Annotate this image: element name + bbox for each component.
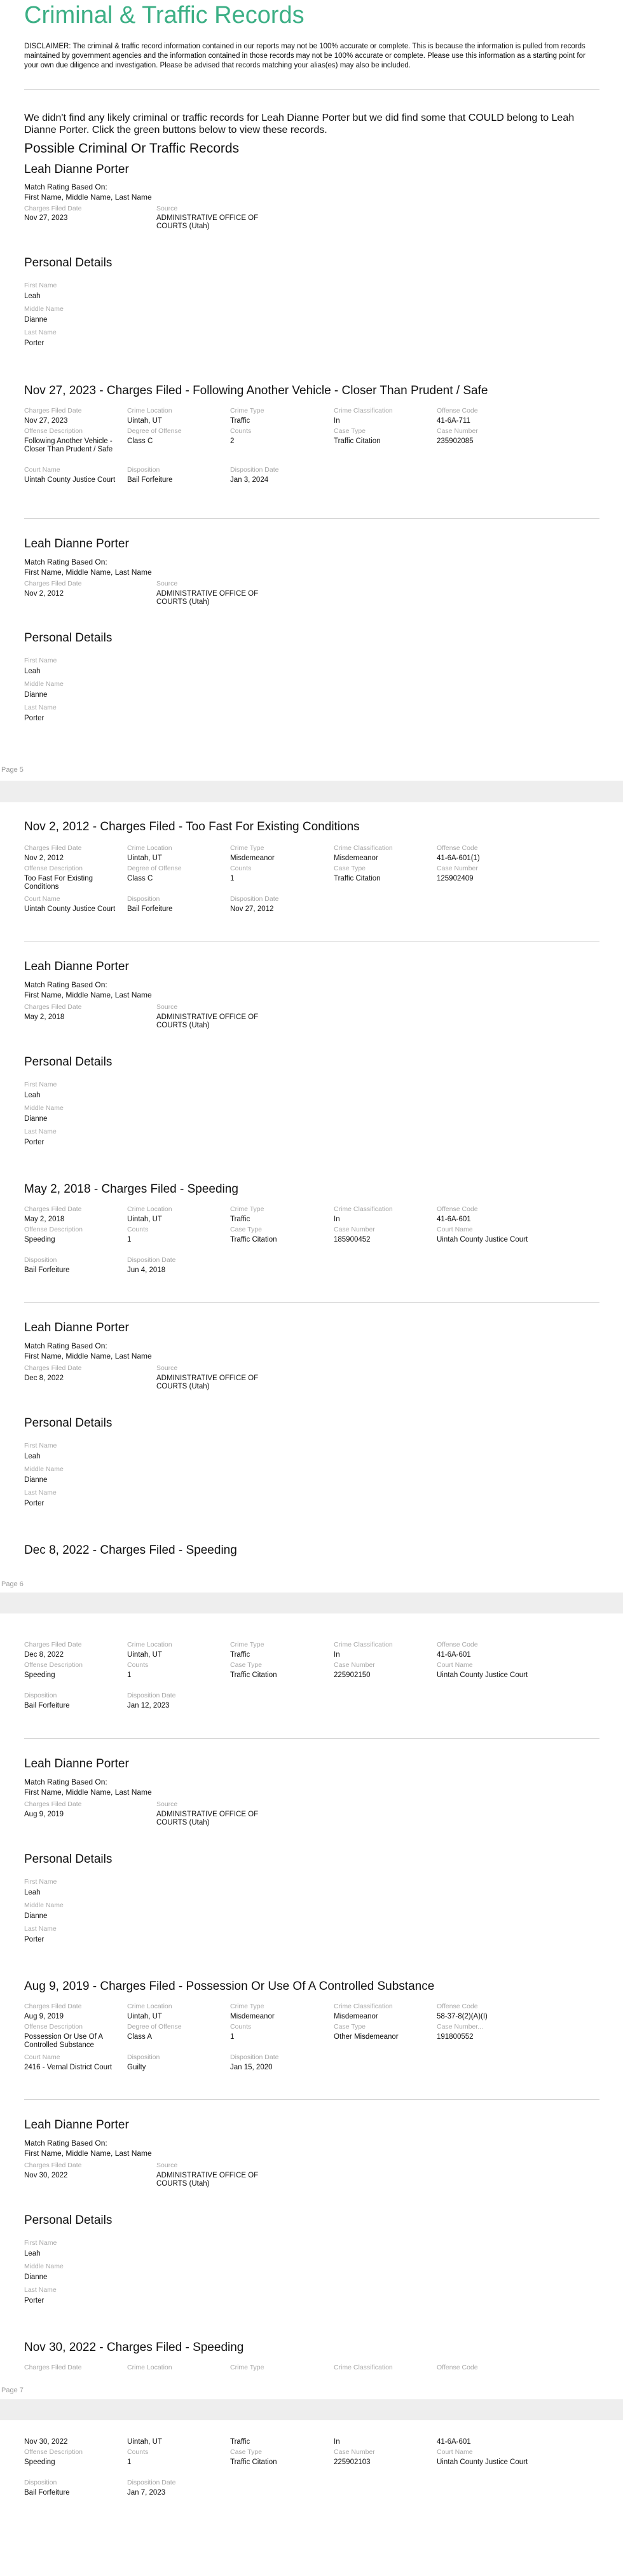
crime-classification-value: In xyxy=(334,1651,340,1659)
person-name: Leah Dianne Porter xyxy=(24,1321,129,1334)
report-page-8 xyxy=(0,2420,623,2576)
last-name-label: Last Name xyxy=(24,2286,57,2294)
counts-value: 2 xyxy=(230,437,235,445)
offense-code-label: Offense Code xyxy=(437,1641,478,1648)
offense-code-label: Offense Code xyxy=(437,2364,478,2371)
case-type-value: Traffic Citation xyxy=(230,1671,277,1679)
case-number-label: Case Number xyxy=(437,427,478,435)
crime-classification-label: Crime Classification xyxy=(334,1641,393,1648)
page-number: Page 7 xyxy=(1,2387,24,2394)
case-number-label: Case Number xyxy=(437,865,478,872)
last-name-value: Porter xyxy=(24,715,44,722)
charges-filed-date-value: Nov 2, 2012 xyxy=(24,854,64,862)
last-name-value: Porter xyxy=(24,1936,44,1943)
divider xyxy=(24,89,599,90)
offense-description-label: Offense Description xyxy=(24,427,83,435)
court-name-label: Court Name xyxy=(437,1661,473,1669)
charges-filed-date-label: Charges Filed Date xyxy=(24,1364,82,1372)
source-label: Source xyxy=(156,1003,178,1011)
first-name-value: Leah xyxy=(24,292,41,300)
case-number-value: 235902085 xyxy=(437,437,474,445)
charges-filed-date-value: Aug 9, 2019 xyxy=(24,2013,64,2020)
offense-description-label: Offense Description xyxy=(24,2023,83,2031)
disposition-label: Disposition xyxy=(24,1692,57,1699)
divider xyxy=(24,1738,599,1739)
counts-label: Counts xyxy=(230,865,252,872)
match-rating-basis: First Name, Middle Name, Last Name xyxy=(24,1352,152,1360)
degree-of-offense-label: Degree of Offense xyxy=(127,865,182,872)
intro-text: We didn't find any likely criminal or traffic records for Leah Dianne Porter but we did find some that COULD belong to Leah Dianne Porter. Click the green buttons below to view these records. xyxy=(24,113,575,135)
court-name-value: Uintah County Justice Court xyxy=(24,905,116,913)
match-rating-label: Match Rating Based On: xyxy=(24,1341,107,1350)
person-name: Leah Dianne Porter xyxy=(24,163,129,176)
crime-location-value: Uintah, UT xyxy=(127,1651,162,1659)
offense-code-value: 41-6A-711 xyxy=(437,417,470,425)
case-number-value: 191800552 xyxy=(437,2033,474,2041)
case-type-label: Case Type xyxy=(334,2023,366,2031)
charges-filed-date-value: Dec 8, 2022 xyxy=(24,1374,64,1382)
match-rating-label: Match Rating Based On: xyxy=(24,558,107,566)
charges-filed-date-label: Charges Filed Date xyxy=(24,580,82,587)
crime-type-value: Traffic xyxy=(230,1651,250,1659)
last-name-label: Last Name xyxy=(24,704,57,711)
disposition-date-label: Disposition Date xyxy=(230,2053,279,2061)
crime-type-value: Misdemeanor xyxy=(230,2013,275,2020)
middle-name-value: Dianne xyxy=(24,691,48,699)
source-value: ADMINISTRATIVE OFFICE OF COURTS (Utah) xyxy=(156,2172,259,2188)
crime-location-value: Uintah, UT xyxy=(127,1216,162,1223)
charge-heading: Nov 27, 2023 - Charges Filed - Following Another Vehicle - Closer Than Prudent / Safe xyxy=(24,384,488,397)
personal-details-heading: Personal Details xyxy=(24,2214,113,2227)
counts-value: 1 xyxy=(127,1671,132,1679)
source-label: Source xyxy=(156,1364,178,1372)
charges-filed-date-value: May 2, 2018 xyxy=(24,1216,65,1223)
court-name-label: Court Name xyxy=(24,895,60,903)
source-value: ADMINISTRATIVE OFFICE OF COURTS (Utah) xyxy=(156,1013,259,1029)
last-name-label: Last Name xyxy=(24,1489,57,1497)
match-rating-basis: First Name, Middle Name, Last Name xyxy=(24,1788,152,1797)
disposition-date-value: Jan 3, 2024 xyxy=(230,476,269,484)
page-number: Page 5 xyxy=(1,766,24,774)
divider xyxy=(24,518,599,519)
case-number-label: Case Number xyxy=(334,1661,375,1669)
counts-label: Counts xyxy=(127,2448,149,2456)
court-name-label: Court Name xyxy=(437,1226,473,1233)
divider xyxy=(24,941,599,942)
personal-details-heading: Personal Details xyxy=(24,631,113,645)
first-name-label: First Name xyxy=(24,2239,57,2247)
person-name: Leah Dianne Porter xyxy=(24,2118,129,2132)
disposition-date-label: Disposition Date xyxy=(230,895,279,903)
counts-label: Counts xyxy=(127,1661,149,1669)
case-number-value: 225902103 xyxy=(334,2458,371,2466)
page-number: Page 6 xyxy=(1,1580,24,1588)
case-number-value: 185900452 xyxy=(334,1236,371,1243)
first-name-label: First Name xyxy=(24,282,57,289)
disposition-date-label: Disposition Date xyxy=(230,466,279,474)
last-name-label: Last Name xyxy=(24,329,57,336)
source-value: ADMINISTRATIVE OFFICE OF COURTS (Utah) xyxy=(156,1811,259,1826)
charge-heading: Nov 2, 2012 - Charges Filed - Too Fast For Existing Conditions xyxy=(24,820,360,833)
case-number-label: Case Number xyxy=(334,1226,375,1233)
counts-value: 1 xyxy=(127,1236,132,1243)
source-value: ADMINISTRATIVE OFFICE OF COURTS (Utah) xyxy=(156,590,259,606)
personal-details-heading: Personal Details xyxy=(24,1055,113,1069)
divider xyxy=(24,2099,599,2100)
first-name-value: Leah xyxy=(24,668,41,675)
disposition-date-label: Disposition Date xyxy=(127,1692,176,1699)
charges-filed-date-label: Charges Filed Date xyxy=(24,2364,82,2371)
crime-type-label: Crime Type xyxy=(230,407,264,414)
court-name-label: Court Name xyxy=(24,466,60,474)
offense-description-value: Speeding xyxy=(24,2458,55,2466)
court-name-value: Uintah County Justice Court xyxy=(437,1671,528,1679)
disposition-value: Bail Forfeiture xyxy=(127,905,173,913)
crime-type-label: Crime Type xyxy=(230,2364,264,2371)
match-rating-label: Match Rating Based On: xyxy=(24,1778,107,1786)
crime-classification-value: Misdemeanor xyxy=(334,854,378,862)
charge-heading: Nov 30, 2022 - Charges Filed - Speeding xyxy=(24,2341,244,2354)
charges-filed-date-label: Charges Filed Date xyxy=(24,1641,82,1648)
middle-name-value: Dianne xyxy=(24,2273,48,2281)
court-name-label: Court Name xyxy=(24,2053,60,2061)
personal-details-heading: Personal Details xyxy=(24,256,113,270)
crime-type-label: Crime Type xyxy=(230,844,264,852)
middle-name-label: Middle Name xyxy=(24,2263,64,2270)
charges-filed-date-label: Charges Filed Date xyxy=(24,205,82,212)
last-name-label: Last Name xyxy=(24,1925,57,1933)
case-type-label: Case Type xyxy=(334,427,366,435)
case-number-label: Case Number xyxy=(334,2448,375,2456)
middle-name-value: Dianne xyxy=(24,1912,48,1920)
match-rating-label: Match Rating Based On: xyxy=(24,182,107,191)
crime-location-label: Crime Location xyxy=(127,2364,172,2371)
crime-type-value: Traffic xyxy=(230,2438,250,2446)
disclaimer-text: DISCLAIMER: The criminal & traffic record information contained in our reports may not be 100% accurate or complete. This is because the information is pulled from records maintained by government agencies and the information contained in those records may not be 100% accurate or complete. Please use this information as a starting point for your own due diligence and investigation. Please be advised that records matching your alias(es) may also be included. xyxy=(24,43,585,69)
court-name-label: Court Name xyxy=(437,2448,473,2456)
match-rating-basis: First Name, Middle Name, Last Name xyxy=(24,2149,152,2158)
crime-type-value: Traffic xyxy=(230,1216,250,1223)
person-name: Leah Dianne Porter xyxy=(24,537,129,551)
degree-of-offense-value: Class C xyxy=(127,875,153,882)
charges-filed-date-label: Charges Filed Date xyxy=(24,2162,82,2169)
degree-of-offense-value: Class A xyxy=(127,2033,152,2041)
counts-value: 1 xyxy=(127,2458,132,2466)
charges-filed-date-value: Nov 2, 2012 xyxy=(24,590,64,598)
counts-value: 1 xyxy=(230,2033,235,2041)
report-page-6 xyxy=(0,802,623,1593)
report-page-7 xyxy=(0,1613,623,2399)
crime-location-value: Uintah, UT xyxy=(127,854,162,862)
disposition-value: Guilty xyxy=(127,2064,146,2071)
divider xyxy=(24,1302,599,1303)
possible-records-heading: Possible Criminal Or Traffic Records xyxy=(24,141,240,156)
charges-filed-date-label: Charges Filed Date xyxy=(24,407,82,414)
disposition-date-label: Disposition Date xyxy=(127,1256,176,1264)
case-type-label: Case Type xyxy=(230,1661,263,1669)
crime-location-label: Crime Location xyxy=(127,844,172,852)
disposition-label: Disposition xyxy=(24,1256,57,1264)
first-name-label: First Name xyxy=(24,1878,57,1886)
first-name-value: Leah xyxy=(24,1092,41,1099)
charges-filed-date-value: Dec 8, 2022 xyxy=(24,1651,64,1659)
offense-description-value: Speeding xyxy=(24,1671,55,1679)
offense-code-label: Offense Code xyxy=(437,407,478,414)
case-type-label: Case Type xyxy=(230,1226,263,1233)
crime-type-label: Crime Type xyxy=(230,1641,264,1648)
offense-description-value: Following Another Vehicle - Closer Than Prudent / Safe xyxy=(24,437,113,453)
counts-value: 1 xyxy=(230,875,235,882)
disposition-value: Bail Forfeiture xyxy=(24,1702,70,1709)
offense-description-value: Too Fast For Existing Conditions xyxy=(24,875,93,891)
charges-filed-date-value: May 2, 2018 xyxy=(24,1013,65,1021)
match-rating-label: Match Rating Based On: xyxy=(24,980,107,989)
offense-code-value: 41-6A-601 xyxy=(437,2438,471,2446)
offense-code-label: Offense Code xyxy=(437,2003,478,2010)
crime-location-label: Crime Location xyxy=(127,407,172,414)
middle-name-value: Dianne xyxy=(24,1476,48,1484)
court-name-value: 2416 - Vernal District Court xyxy=(24,2064,113,2071)
charges-filed-date-label: Charges Filed Date xyxy=(24,2003,82,2010)
crime-classification-label: Crime Classification xyxy=(334,2364,393,2371)
case-type-label: Case Type xyxy=(334,865,366,872)
disposition-label: Disposition xyxy=(127,895,160,903)
last-name-label: Last Name xyxy=(24,1128,57,1135)
middle-name-label: Middle Name xyxy=(24,1901,64,1909)
offense-description-value: Speeding xyxy=(24,1236,55,1243)
offense-code-label: Offense Code xyxy=(437,844,478,852)
crime-location-label: Crime Location xyxy=(127,2003,172,2010)
crime-classification-value: In xyxy=(334,2438,340,2446)
middle-name-label: Middle Name xyxy=(24,1465,64,1473)
last-name-value: Porter xyxy=(24,1500,44,1507)
crime-classification-label: Crime Classification xyxy=(334,1205,393,1213)
offense-description-label: Offense Description xyxy=(24,1226,83,1233)
match-rating-basis: First Name, Middle Name, Last Name xyxy=(24,990,152,999)
crime-location-label: Crime Location xyxy=(127,1641,172,1648)
source-label: Source xyxy=(156,580,178,587)
degree-of-offense-value: Class C xyxy=(127,437,153,445)
charges-filed-date-value: Nov 30, 2022 xyxy=(24,2172,68,2179)
charge-heading: May 2, 2018 - Charges Filed - Speeding xyxy=(24,1182,238,1196)
source-value: ADMINISTRATIVE OFFICE OF COURTS (Utah) xyxy=(156,214,259,230)
crime-type-value: Misdemeanor xyxy=(230,854,275,862)
last-name-value: Porter xyxy=(24,2297,44,2305)
crime-location-value: Uintah, UT xyxy=(127,2438,162,2446)
first-name-label: First Name xyxy=(24,657,57,664)
crime-location-value: Uintah, UT xyxy=(127,2013,162,2020)
charges-filed-date-label: Charges Filed Date xyxy=(24,1205,82,1213)
offense-description-label: Offense Description xyxy=(24,1661,83,1669)
crime-type-label: Crime Type xyxy=(230,2003,264,2010)
crime-location-value: Uintah, UT xyxy=(127,417,162,425)
middle-name-label: Middle Name xyxy=(24,305,64,313)
court-name-value: Uintah County Justice Court xyxy=(437,1236,528,1243)
charges-filed-date-label: Charges Filed Date xyxy=(24,1800,82,1808)
disposition-date-value: Jan 7, 2023 xyxy=(127,2489,166,2497)
case-type-value: Traffic Citation xyxy=(230,2458,277,2466)
disposition-label: Disposition xyxy=(127,2053,160,2061)
degree-of-offense-label: Degree of Offense xyxy=(127,2023,182,2031)
disposition-date-value: Jan 15, 2020 xyxy=(230,2064,273,2071)
offense-description-value: Possession Or Use Of A Controlled Substance xyxy=(24,2033,103,2049)
disposition-label: Disposition xyxy=(24,2479,57,2486)
crime-classification-value: Misdemeanor xyxy=(334,2013,378,2020)
crime-classification-label: Crime Classification xyxy=(334,2003,393,2010)
offense-code-value: 41-6A-601(1) xyxy=(437,854,480,862)
first-name-label: First Name xyxy=(24,1081,57,1088)
charges-filed-date-label: Charges Filed Date xyxy=(24,1003,82,1011)
offense-description-label: Offense Description xyxy=(24,2448,83,2456)
counts-label: Counts xyxy=(127,1226,149,1233)
case-type-value: Traffic Citation xyxy=(334,437,381,445)
charges-filed-date-label: Charges Filed Date xyxy=(24,844,82,852)
match-rating-basis: First Name, Middle Name, Last Name xyxy=(24,193,152,202)
crime-classification-value: In xyxy=(334,417,340,425)
source-label: Source xyxy=(156,205,178,212)
disposition-label: Disposition xyxy=(127,466,160,474)
last-name-value: Porter xyxy=(24,1139,44,1146)
disposition-value: Bail Forfeiture xyxy=(24,2489,70,2497)
counts-label: Counts xyxy=(230,2023,252,2031)
middle-name-label: Middle Name xyxy=(24,680,64,688)
source-label: Source xyxy=(156,1800,178,1808)
crime-classification-label: Crime Classification xyxy=(334,407,393,414)
disposition-date-value: Nov 27, 2012 xyxy=(230,905,274,913)
personal-details-heading: Personal Details xyxy=(24,1416,113,1430)
source-value: ADMINISTRATIVE OFFICE OF COURTS (Utah) xyxy=(156,1374,259,1390)
counts-label: Counts xyxy=(230,427,252,435)
section-title: Criminal & Traffic Records xyxy=(24,2,305,29)
offense-code-value: 41-6A-601 xyxy=(437,1651,471,1659)
case-type-label: Case Type xyxy=(230,2448,263,2456)
middle-name-value: Dianne xyxy=(24,1115,48,1123)
charges-filed-date-value: Nov 27, 2023 xyxy=(24,214,68,222)
match-rating-label: Match Rating Based On: xyxy=(24,2139,107,2148)
disposition-date-value: Jun 4, 2018 xyxy=(127,1266,166,1274)
court-name-value: Uintah County Justice Court xyxy=(437,2458,528,2466)
offense-code-label: Offense Code xyxy=(437,1205,478,1213)
first-name-value: Leah xyxy=(24,2250,41,2257)
disposition-value: Bail Forfeiture xyxy=(127,476,173,484)
disposition-date-label: Disposition Date xyxy=(127,2479,176,2486)
charges-filed-date-value: Aug 9, 2019 xyxy=(24,1811,64,1818)
person-name: Leah Dianne Porter xyxy=(24,960,129,973)
offense-code-value: 58-37-8(2)(A)(I) xyxy=(437,2013,488,2020)
case-number-value: 125902409 xyxy=(437,875,474,882)
degree-of-offense-label: Degree of Offense xyxy=(127,427,182,435)
offense-description-label: Offense Description xyxy=(24,865,83,872)
first-name-value: Leah xyxy=(24,1453,41,1460)
disposition-value: Bail Forfeiture xyxy=(24,1266,70,1274)
case-type-value: Other Misdemeanor xyxy=(334,2033,399,2041)
charges-filed-date-value: Nov 30, 2022 xyxy=(24,2438,68,2446)
last-name-value: Porter xyxy=(24,339,44,347)
disposition-date-value: Jan 12, 2023 xyxy=(127,1702,170,1709)
charges-filed-date-value: Nov 27, 2023 xyxy=(24,417,68,425)
source-label: Source xyxy=(156,2162,178,2169)
report-page-5 xyxy=(0,0,623,781)
middle-name-value: Dianne xyxy=(24,316,48,324)
court-name-value: Uintah County Justice Court xyxy=(24,476,116,484)
personal-details-heading: Personal Details xyxy=(24,1853,113,1866)
crime-classification-value: In xyxy=(334,1216,340,1223)
person-name: Leah Dianne Porter xyxy=(24,1757,129,1771)
crime-type-value: Traffic xyxy=(230,417,250,425)
case-type-value: Traffic Citation xyxy=(334,875,381,882)
offense-code-value: 41-6A-601 xyxy=(437,1216,471,1223)
case-number-value: 225902150 xyxy=(334,1671,371,1679)
charge-heading: Dec 8, 2022 - Charges Filed - Speeding xyxy=(24,1544,237,1557)
match-rating-basis: First Name, Middle Name, Last Name xyxy=(24,568,152,577)
crime-classification-label: Crime Classification xyxy=(334,844,393,852)
charge-heading: Aug 9, 2019 - Charges Filed - Possession Or Use Of A Controlled Substance xyxy=(24,1980,435,1993)
first-name-label: First Name xyxy=(24,1442,57,1449)
case-number-label: Case Number... xyxy=(437,2023,483,2031)
middle-name-label: Middle Name xyxy=(24,1104,64,1112)
first-name-value: Leah xyxy=(24,1889,41,1896)
crime-type-label: Crime Type xyxy=(230,1205,264,1213)
crime-location-label: Crime Location xyxy=(127,1205,172,1213)
case-type-value: Traffic Citation xyxy=(230,1236,277,1243)
